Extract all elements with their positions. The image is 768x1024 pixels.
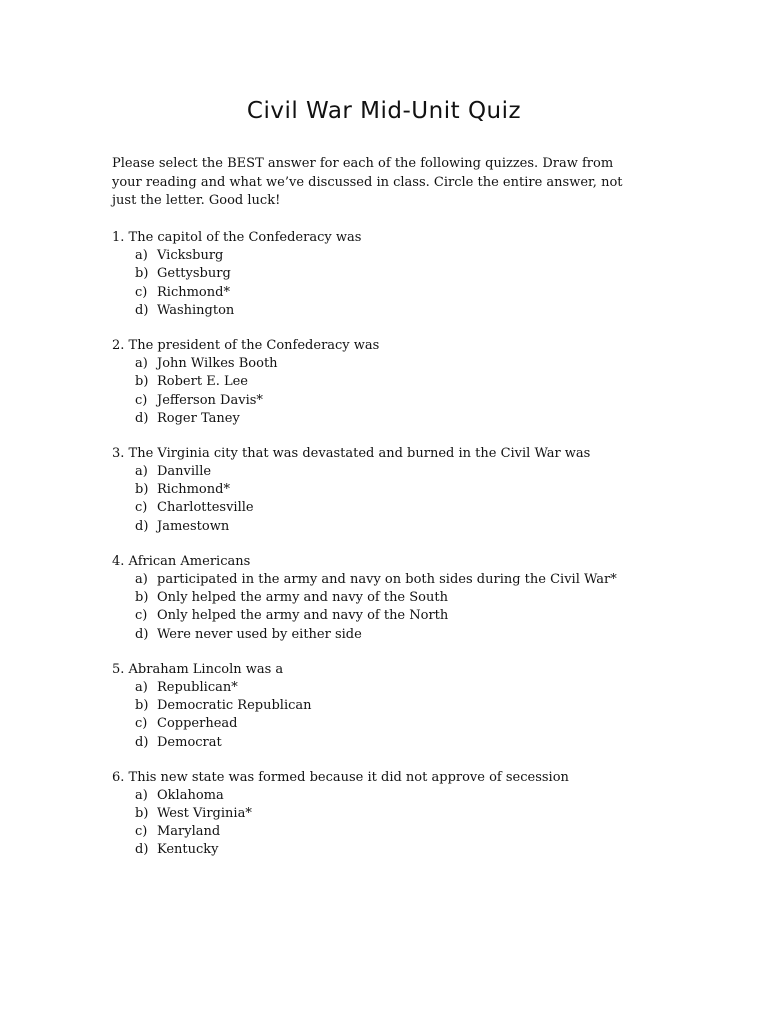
- option-text: Maryland: [157, 824, 221, 840]
- question-block: [112, 445, 672, 536]
- answer-option: [112, 823, 672, 841]
- option-letter: c): [135, 392, 148, 408]
- option-letter: d): [135, 626, 149, 642]
- option-letter: b): [135, 266, 149, 282]
- answer-option: [112, 499, 672, 517]
- answer-options: [112, 571, 672, 644]
- answer-option: [112, 410, 672, 428]
- option-text: West Virginia*: [157, 806, 252, 822]
- option-letter: a): [135, 464, 148, 480]
- option-text: Jamestown: [157, 518, 230, 534]
- question-list: [112, 229, 672, 877]
- option-text: Robert E. Lee: [157, 374, 248, 390]
- option-text: Were never used by either side: [157, 626, 362, 642]
- answer-option: [112, 734, 672, 752]
- option-text: Danville: [157, 464, 212, 480]
- option-letter: c): [135, 284, 148, 300]
- option-letter: a): [135, 787, 148, 803]
- question-block: [112, 661, 672, 752]
- answer-options: [112, 679, 672, 752]
- option-letter: d): [135, 842, 149, 858]
- question-stem: 1. The capitol of the Confederacy was: [112, 230, 362, 245]
- answer-option: [112, 247, 672, 265]
- option-letter: a): [135, 248, 148, 264]
- option-text: Democrat: [157, 734, 222, 750]
- answer-options: [112, 787, 672, 860]
- question-block: [112, 553, 672, 644]
- option-letter: b): [135, 482, 149, 498]
- answer-options: [112, 247, 672, 320]
- answer-options: [112, 355, 672, 428]
- option-text: Richmond*: [157, 482, 230, 498]
- answer-option: [112, 697, 672, 715]
- question-stem: 6. This new state was formed because it did not approve of secession: [112, 769, 569, 785]
- option-text: Charlottesville: [157, 500, 254, 516]
- option-letter: c): [135, 608, 148, 624]
- answer-option: [112, 787, 672, 805]
- question-stem: 4. African Americans: [112, 553, 251, 569]
- answer-option: [112, 571, 672, 589]
- option-letter: c): [135, 500, 148, 516]
- answer-option: [112, 284, 672, 302]
- option-text: participated in the army and navy on both sides during the Civil War*: [157, 572, 617, 587]
- answer-option: [112, 373, 672, 391]
- option-text: Richmond*: [157, 284, 230, 300]
- option-letter: a): [135, 572, 148, 587]
- option-letter: a): [135, 356, 148, 372]
- option-text: Washington: [157, 302, 235, 318]
- option-letter: b): [135, 806, 149, 822]
- option-letter: a): [135, 679, 148, 695]
- answer-option: [112, 715, 672, 733]
- option-letter: c): [135, 716, 148, 732]
- option-text: Gettysburg: [157, 266, 231, 282]
- answer-option: [112, 392, 672, 410]
- page-title: Civil War Mid-Unit Quiz: [246, 98, 522, 124]
- question-stem: 3. The Virginia city that was devastated and burned in the Civil War was: [112, 445, 591, 461]
- option-text: Kentucky: [157, 842, 219, 858]
- option-letter: b): [135, 698, 149, 714]
- answer-option: [112, 841, 672, 859]
- option-text: Democratic Republican: [157, 698, 312, 714]
- option-letter: b): [135, 590, 149, 606]
- option-text: Only helped the army and navy of the North: [157, 608, 449, 624]
- answer-option: [112, 518, 672, 536]
- option-letter: c): [135, 824, 148, 840]
- answer-option: [112, 302, 672, 320]
- question-stem: 5. Abraham Lincoln was a: [112, 661, 284, 677]
- answer-option: [112, 481, 672, 499]
- answer-option: [112, 607, 672, 625]
- answer-options: [112, 463, 672, 536]
- option-letter: b): [135, 374, 149, 390]
- answer-option: [112, 805, 672, 823]
- answer-option: [112, 626, 672, 644]
- answer-option: [112, 355, 672, 373]
- option-text: Oklahoma: [157, 787, 224, 803]
- answer-option: [112, 679, 672, 697]
- option-text: Republican*: [157, 679, 238, 695]
- option-text: Jefferson Davis*: [157, 392, 263, 408]
- option-text: Copperhead: [157, 716, 238, 732]
- instructions-paragraph: Please select the BEST answer for each of the following quizzes. Draw from your reading and what we’ve discussed in class. Circle the entire answer, not just the letter. Good luck!: [112, 156, 623, 208]
- answer-option: [112, 589, 672, 607]
- question-block: [112, 337, 672, 428]
- option-text: John Wilkes Booth: [157, 356, 278, 372]
- answer-option: [112, 265, 672, 283]
- option-text: Only helped the army and navy of the South: [157, 590, 448, 606]
- option-letter: d): [135, 410, 149, 426]
- option-text: Vicksburg: [157, 248, 224, 264]
- question-stem: 2. The president of the Confederacy was: [112, 337, 380, 353]
- question-block: [112, 769, 672, 860]
- question-block: [112, 229, 672, 320]
- option-letter: d): [135, 734, 149, 750]
- answer-option: [112, 463, 672, 481]
- option-letter: d): [135, 518, 149, 534]
- option-letter: d): [135, 302, 149, 318]
- option-text: Roger Taney: [157, 410, 240, 426]
